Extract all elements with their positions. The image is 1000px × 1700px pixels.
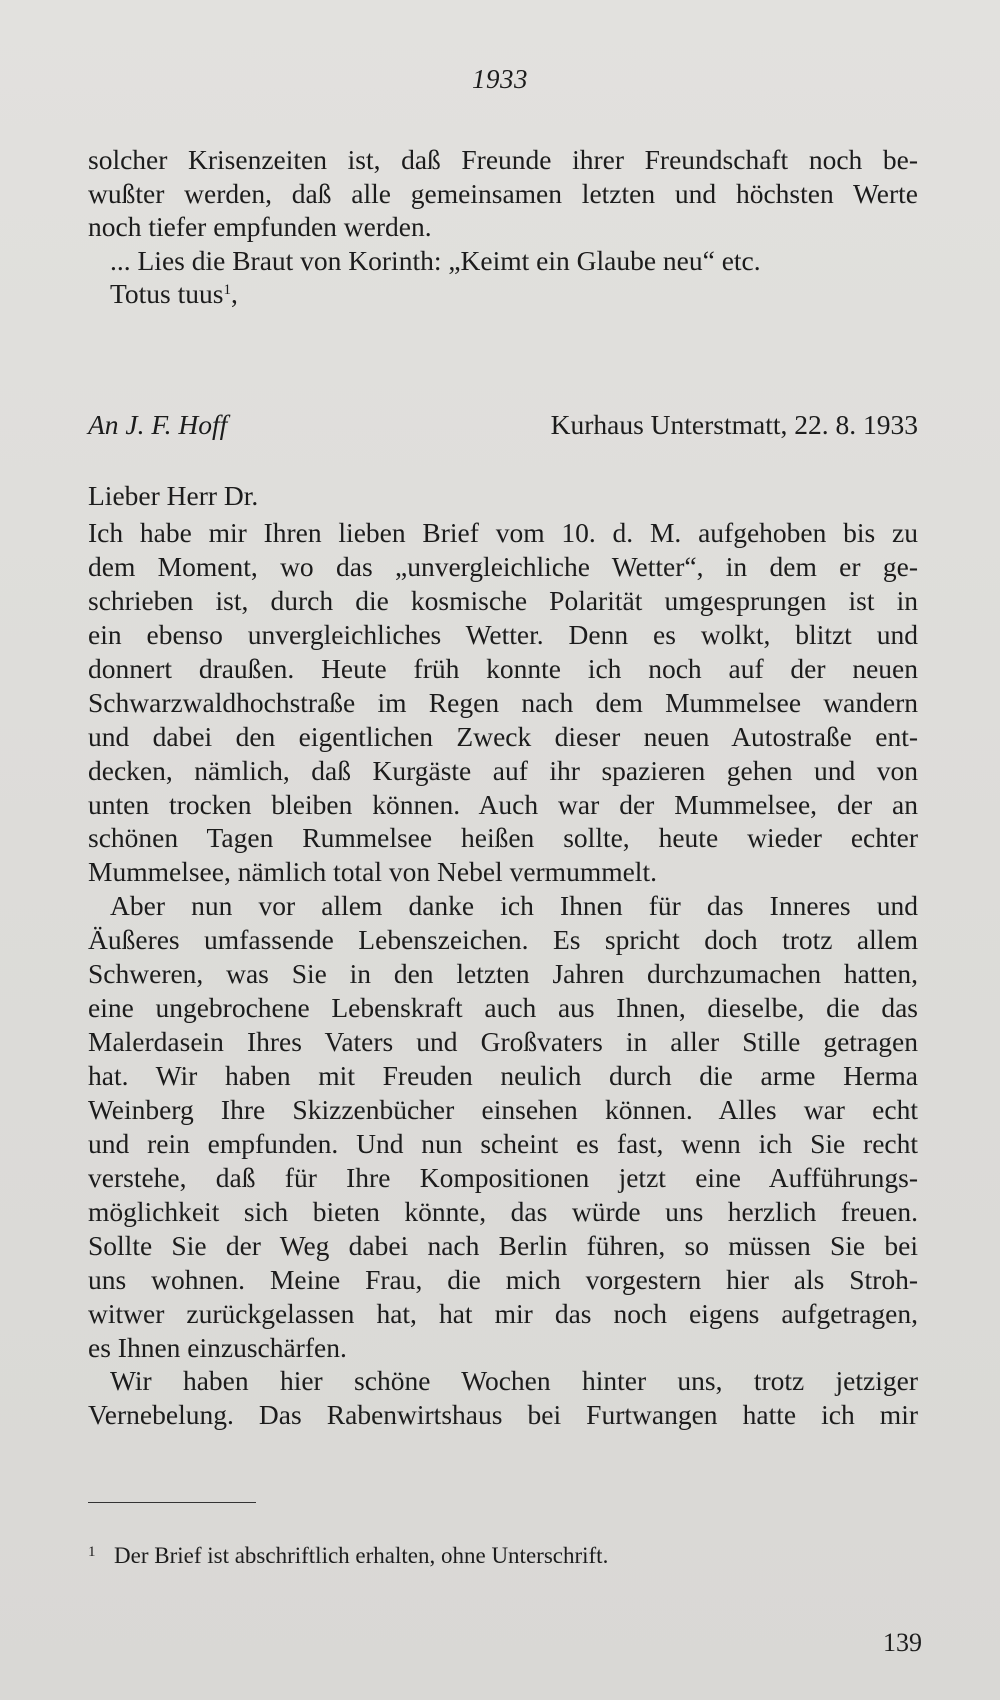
footnote-text: Der Brief ist abschriftlich erhalten, ohne Unterschrift.: [114, 1543, 609, 1568]
letter-ending-paragraph: [88, 143, 918, 311]
letter-recipient: An J. F. Hoff: [88, 409, 228, 440]
text-line: schrieben ist, durch die kosmische Polarität umgesprungen ist in: [88, 584, 918, 616]
text-line: Schwarzwaldhochstraße im Regen nach dem Mummelsee wandern: [88, 686, 918, 718]
text-line: Ich habe mir Ihren lieben Brief vom 10. d. M. aufgehoben bis zu: [88, 517, 918, 548]
text-line: dem Moment, wo das „unvergleichliche Wetter“, in dem er ge-: [88, 550, 918, 582]
closing-text: Totus tuus: [110, 278, 224, 310]
text-line: verstehe, daß für Ihre Kompositionen jetzt eine Aufführungs-: [88, 1161, 918, 1193]
text-line: witwer zurückgelassen hat, hat mir das noch eigens aufgetragen,: [88, 1297, 918, 1329]
letter-body: [88, 516, 918, 1432]
footnote-reference: 1: [223, 282, 231, 299]
text-line: Aber nun vor allem danke ich Ihnen für das Inneres und: [110, 890, 918, 922]
text-line: ein ebenso unvergleichliches Wetter. Denn es wolkt, blitzt und: [88, 618, 918, 650]
text-line: eine ungebrochene Lebenskraft auch aus Ihnen, dieselbe, die das: [88, 992, 918, 1024]
page-number: 139: [883, 1628, 922, 1657]
text-line: ... Lies die Braut von Korinth: „Keimt ein Glaube neu“ etc.: [110, 244, 761, 276]
text-line: Sollte Sie der Weg dabei nach Berlin führen, so müssen Sie bei: [88, 1229, 918, 1261]
text-line: Malerdasein Ihres Vaters und Großvaters in aller Stille getragen: [88, 1026, 918, 1058]
text-line: es Ihnen einzuschärfen.: [88, 1331, 347, 1363]
text-line: donnert draußen. Heute früh konnte ich noch auf der neuen: [88, 652, 918, 684]
text-line: Weinberg Ihre Skizzenbücher einsehen können. Alles war echt: [88, 1093, 918, 1125]
text-line: Wir haben hier schöne Wochen hinter uns, trotz jetziger: [110, 1365, 918, 1397]
text-line: solcher Krisenzeiten ist, daß Freunde ihrer Freundschaft noch be-: [88, 144, 918, 175]
text-line: uns wohnen. Meine Frau, die mich vorgestern hier als Stroh-: [88, 1263, 918, 1295]
letter-salutation: Lieber Herr Dr.: [88, 480, 259, 511]
text-line: und rein empfunden. Und nun scheint es fast, wenn ich Sie recht: [88, 1127, 918, 1159]
footnote-number: 1: [88, 1544, 96, 1560]
text-line: noch tiefer empfunden werden.: [88, 211, 432, 243]
letter-place-date: Kurhaus Unterstmatt, 22. 8. 1933: [550, 409, 918, 440]
text-line: möglichkeit sich bieten könnte, das würde uns herzlich freuen.: [88, 1195, 918, 1227]
text-line: decken, nämlich, daß Kurgäste auf ihr spazieren gehen und von: [88, 754, 918, 786]
footnote: [88, 1543, 608, 1569]
closing-comma: ,: [230, 278, 238, 310]
text-line: Vernebelung. Das Rabenwirtshaus bei Furtwangen hatte ich mir: [88, 1399, 918, 1431]
text-line: hat. Wir haben mit Freuden neulich durch die arme Herma: [88, 1060, 918, 1091]
closing-line: [88, 277, 918, 311]
text-line: wußter werden, daß alle gemeinsamen letzten und höchsten Werte: [88, 177, 918, 209]
text-line: Schweren, was Sie in den letzten Jahren durchzumachen hatten,: [88, 958, 918, 990]
text-line: Äußeres umfassende Lebenszeichen. Es spricht doch trotz allem: [88, 924, 918, 956]
footnote-divider: [88, 1502, 256, 1503]
text-line: schönen Tagen Rummelsee heißen sollte, heute wieder echter: [88, 822, 918, 854]
text-line: unten trocken bleiben können. Auch war der Mummelsee, der an: [88, 788, 918, 820]
running-header-year: 1933: [472, 64, 528, 94]
letter-heading: [88, 409, 918, 441]
text-line: und dabei den eigentlichen Zweck dieser neuen Autostraße ent-: [88, 720, 918, 752]
text-line: Mummelsee, nämlich total von Nebel vermummelt.: [88, 856, 657, 888]
